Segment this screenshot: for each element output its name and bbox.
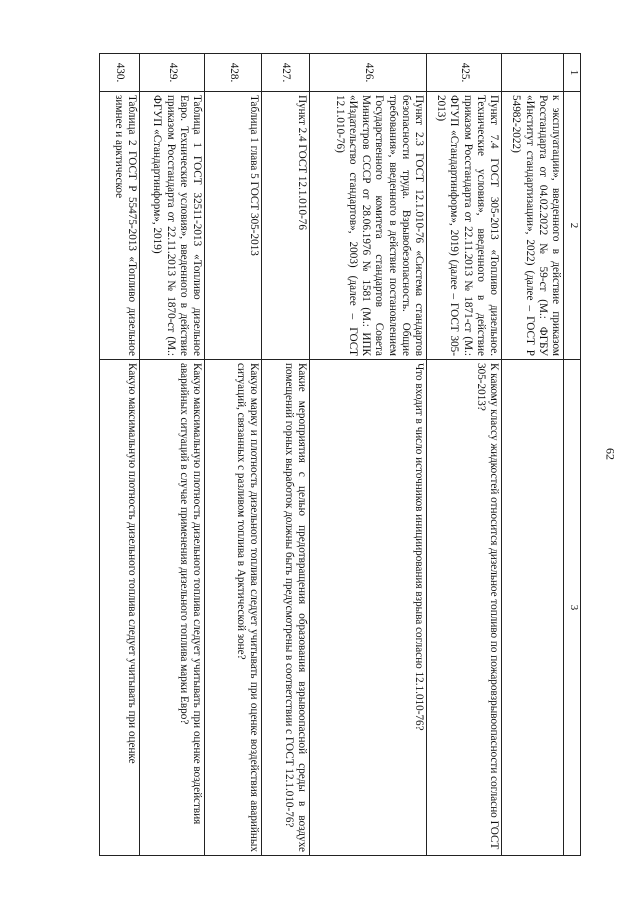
- table-row: [427, 54, 502, 856]
- row-number: 426.: [310, 54, 427, 92]
- row-question: Какую максимальную плотность дизельного топлива следует учитывать при оценке: [100, 360, 140, 856]
- page-number: 62: [603, 448, 618, 460]
- row-question: К какому классу жидкостей относится дизельное топливо по пожаровзрывоопасности согласно ГОСТ 305-2013?: [427, 360, 502, 856]
- regulation-table: [99, 53, 581, 856]
- row-source: к эксплуатации», введенного в действие приказом Росстандарта от 04.02.2022 № 59-ст (М.: ФГБУ «Институт стандартизации», 2022) (далее – ГОСТ Р 54982-2022): [502, 92, 564, 360]
- row-number: [502, 54, 564, 92]
- table-row: [140, 54, 205, 856]
- row-question: Что входит в число источников инициирования взрыва согласно 12.1.010-76?: [310, 360, 427, 856]
- table-row: [100, 54, 140, 856]
- table-row: [205, 54, 262, 856]
- row-question: Какие мероприятия с целью предотвращения образования взрывоопасной среды в воздухе помещений горных выработок должны быть предусмотрены в соответствии с ГОСТ 12.1.010-76?: [262, 360, 310, 856]
- row-source: Пункт 2.3 ГОСТ 12.1.010-76 «Система стандартов безопасности труда. Взрывобезопасность. Общие требования», введенного в действие постановлением Государственного комитета стандартов Совета Министров СССР от 28.06.1976 № 1581 (М.: ИПК «Издательство стандартов», 2003) (далее – ГОСТ 12.1.010-76): [310, 92, 427, 360]
- row-number: 430.: [100, 54, 140, 92]
- table-row: [262, 54, 310, 856]
- header-row: [564, 54, 581, 856]
- row-number: 425.: [427, 54, 502, 92]
- header-col-1: 1: [564, 54, 581, 92]
- table-row: [310, 54, 427, 856]
- table-row: [502, 54, 564, 856]
- row-source: Таблица 1 глава 5 ГОСТ 305-2013: [205, 92, 262, 360]
- row-source: Таблица 1 ГОСТ 32511-2013 «Топливо дизельное Евро. Технические условия», введенного в действие приказом Росстандарта от 22.11.2013 № 1870-ст (М.: ФГУП «Стандартинформ», 2019): [140, 92, 205, 360]
- rotated-table-container: [99, 53, 581, 855]
- row-source: Таблица 2 ГОСТ Р 55475-2013 «Топливо дизельное зимнее и арктическое: [100, 92, 140, 360]
- header-col-2: 2: [564, 92, 581, 360]
- row-source: Пункт 7.4 ГОСТ 305-2013 «Топливо дизельное. Технические условия», введенного в действие приказом Росстандарта от 22.11.2013 № 1871-ст (М.: ФГУП «Стандартинформ», 2019) (далее – ГОСТ 305-2013): [427, 92, 502, 360]
- row-question: Какую максимальную плотность дизельного топлива следует учитывать при оценке воздействия аварийных ситуаций в случае применения дизельного топлива марки Евро?: [140, 360, 205, 856]
- row-source: Пункт 2.4 ГОСТ 12.1.010-76: [262, 92, 310, 360]
- row-number: 428.: [205, 54, 262, 92]
- row-number: 427.: [262, 54, 310, 92]
- header-col-3: 3: [564, 360, 581, 856]
- row-question: Какую марку и плотность дизельного топлива следует учитывать при оценке воздействия аварийных ситуаций, связанных с разливом топлива в Арктической зоне?: [205, 360, 262, 856]
- row-question: [502, 360, 564, 856]
- row-number: 429.: [140, 54, 205, 92]
